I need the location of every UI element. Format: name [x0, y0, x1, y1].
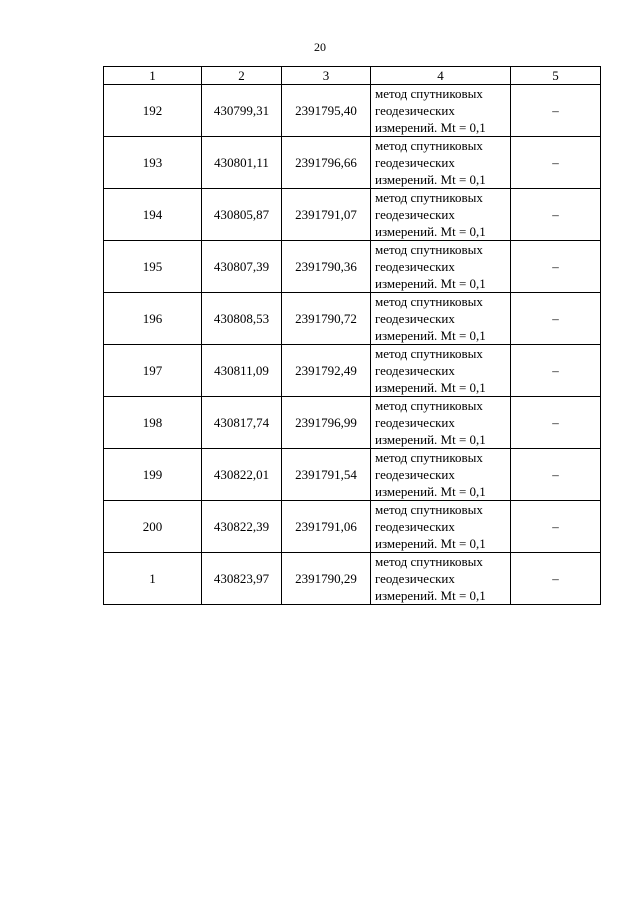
note-cell: –	[511, 137, 601, 189]
point-number-cell: 194	[104, 189, 202, 241]
method-line: геодезических	[375, 415, 455, 430]
method-line: метод спутниковых	[375, 294, 483, 309]
y-coordinate-cell: 2391792,49	[282, 345, 371, 397]
method-cell	[371, 397, 511, 449]
note-cell: –	[511, 293, 601, 345]
table-row	[104, 449, 601, 501]
note-cell: –	[511, 501, 601, 553]
point-number-cell: 197	[104, 345, 202, 397]
method-line: метод спутниковых	[375, 450, 483, 465]
table-row	[104, 345, 601, 397]
y-coordinate-cell: 2391796,66	[282, 137, 371, 189]
point-number-cell: 195	[104, 241, 202, 293]
method-line: измерений. Mt = 0,1	[375, 432, 486, 447]
method-line: геодезических	[375, 363, 455, 378]
method-line: метод спутниковых	[375, 346, 483, 361]
method-cell	[371, 85, 511, 137]
x-coordinate-cell: 430801,11	[202, 137, 282, 189]
method-line: геодезических	[375, 259, 455, 274]
method-line: метод спутниковых	[375, 554, 483, 569]
point-number-cell: 196	[104, 293, 202, 345]
method-cell	[371, 293, 511, 345]
y-coordinate-cell: 2391795,40	[282, 85, 371, 137]
note-cell: –	[511, 345, 601, 397]
column-header-2: 2	[202, 67, 282, 85]
point-number-cell: 199	[104, 449, 202, 501]
x-coordinate-cell: 430811,09	[202, 345, 282, 397]
method-line: геодезических	[375, 155, 455, 170]
method-cell	[371, 137, 511, 189]
table-body	[104, 85, 601, 605]
method-line: измерений. Mt = 0,1	[375, 536, 486, 551]
note-cell: –	[511, 449, 601, 501]
note-cell: –	[511, 189, 601, 241]
point-number-cell: 192	[104, 85, 202, 137]
x-coordinate-cell: 430808,53	[202, 293, 282, 345]
point-number-cell: 198	[104, 397, 202, 449]
x-coordinate-cell: 430817,74	[202, 397, 282, 449]
y-coordinate-cell: 2391790,36	[282, 241, 371, 293]
method-line: метод спутниковых	[375, 190, 483, 205]
point-number-cell: 1	[104, 553, 202, 605]
method-line: геодезических	[375, 311, 455, 326]
method-cell	[371, 345, 511, 397]
method-cell	[371, 501, 511, 553]
method-line: геодезических	[375, 103, 455, 118]
note-cell: –	[511, 553, 601, 605]
x-coordinate-cell: 430805,87	[202, 189, 282, 241]
method-line: геодезических	[375, 207, 455, 222]
method-line: измерений. Mt = 0,1	[375, 224, 486, 239]
column-header-1: 1	[104, 67, 202, 85]
table-row	[104, 85, 601, 137]
method-line: измерений. Mt = 0,1	[375, 120, 486, 135]
table-row	[104, 501, 601, 553]
x-coordinate-cell: 430822,39	[202, 501, 282, 553]
method-line: измерений. Mt = 0,1	[375, 380, 486, 395]
method-line: измерений. Mt = 0,1	[375, 484, 486, 499]
column-header-5: 5	[511, 67, 601, 85]
note-cell: –	[511, 397, 601, 449]
coordinates-table	[103, 66, 601, 605]
x-coordinate-cell: 430822,01	[202, 449, 282, 501]
table-row	[104, 241, 601, 293]
y-coordinate-cell: 2391790,72	[282, 293, 371, 345]
method-cell	[371, 241, 511, 293]
x-coordinate-cell: 430799,31	[202, 85, 282, 137]
y-coordinate-cell: 2391791,54	[282, 449, 371, 501]
method-line: метод спутниковых	[375, 138, 483, 153]
method-line: геодезических	[375, 519, 455, 534]
table-row	[104, 189, 601, 241]
y-coordinate-cell: 2391791,07	[282, 189, 371, 241]
x-coordinate-cell: 430823,97	[202, 553, 282, 605]
method-cell	[371, 449, 511, 501]
note-cell: –	[511, 85, 601, 137]
method-line: измерений. Mt = 0,1	[375, 328, 486, 343]
method-line: метод спутниковых	[375, 242, 483, 257]
method-line: измерений. Mt = 0,1	[375, 276, 486, 291]
note-cell: –	[511, 241, 601, 293]
method-cell	[371, 189, 511, 241]
method-line: метод спутниковых	[375, 398, 483, 413]
y-coordinate-cell: 2391790,29	[282, 553, 371, 605]
table-row	[104, 397, 601, 449]
method-line: метод спутниковых	[375, 86, 483, 101]
method-line: измерений. Mt = 0,1	[375, 172, 486, 187]
y-coordinate-cell: 2391796,99	[282, 397, 371, 449]
point-number-cell: 200	[104, 501, 202, 553]
page-number: 20	[314, 40, 326, 54]
header-row	[104, 67, 601, 85]
method-line: геодезических	[375, 571, 455, 586]
point-number-cell: 193	[104, 137, 202, 189]
method-line: метод спутниковых	[375, 502, 483, 517]
y-coordinate-cell: 2391791,06	[282, 501, 371, 553]
table-row	[104, 553, 601, 605]
column-header-3: 3	[282, 67, 371, 85]
method-cell	[371, 553, 511, 605]
method-line: геодезических	[375, 467, 455, 482]
table-row	[104, 137, 601, 189]
x-coordinate-cell: 430807,39	[202, 241, 282, 293]
column-header-4: 4	[371, 67, 511, 85]
table-row	[104, 293, 601, 345]
method-line: измерений. Mt = 0,1	[375, 588, 486, 603]
